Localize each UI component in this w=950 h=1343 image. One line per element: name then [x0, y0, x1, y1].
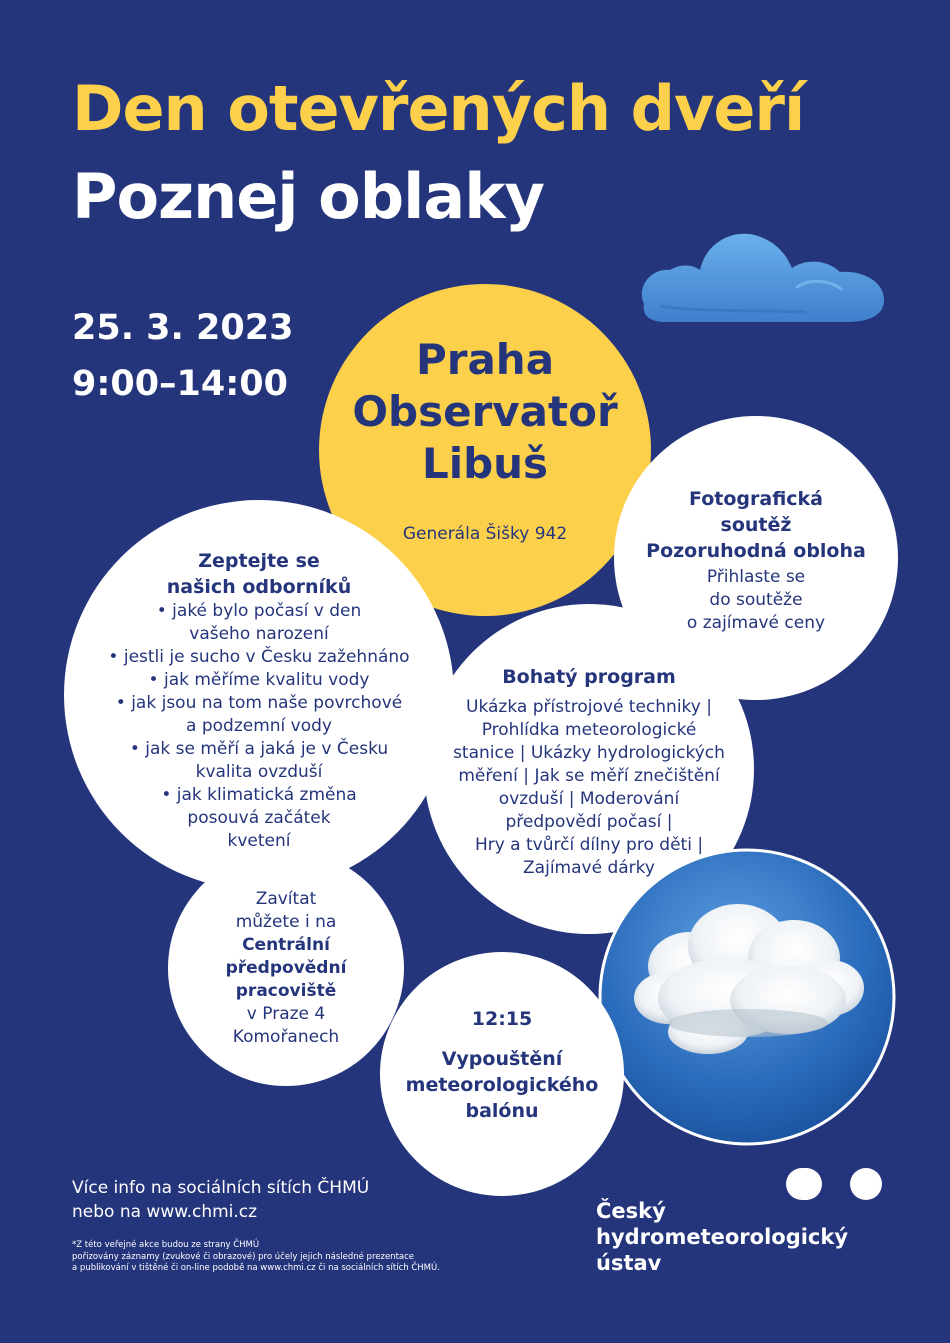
info-link-line: nebo na www.chmi.cz	[72, 1202, 258, 1222]
experts-item: kvetení	[227, 831, 291, 851]
contest-title-line: Fotografická	[689, 487, 823, 510]
brand-name	[596, 1198, 848, 1276]
visit-line: Komořanech	[232, 1026, 340, 1047]
event-title: Den otevřených dveří	[72, 72, 805, 145]
program-line: Zajímavé dárky	[523, 858, 655, 878]
experts-item: • jaké bylo počasí v den	[156, 601, 362, 621]
experts-item: kvalita ovzduší	[195, 762, 323, 782]
experts-item: posouvá začátek	[187, 808, 331, 828]
info-text	[72, 1176, 369, 1224]
program-line: Hry a tvůrčí dílny pro děti |	[474, 835, 704, 855]
experts-item: vašeho narození	[189, 624, 329, 644]
event-time: 9:00–14:00	[72, 364, 288, 404]
brand-line: hydrometeorologický	[596, 1225, 849, 1249]
program-title: Bohatý program	[502, 666, 676, 688]
balloon-circle	[380, 952, 624, 1196]
event-datetime	[72, 300, 293, 412]
program-line: ovzduší | Moderování	[498, 789, 680, 809]
experts-item: • jak jsou na tom naše povrchové	[115, 693, 403, 713]
balloon-time: 12:15	[471, 1008, 533, 1030]
program-line: měření | Jak se měří znečištění	[458, 766, 720, 786]
watercolor-cloud-icon	[636, 226, 888, 324]
contest-title-line: Pozoruhodná obloha	[646, 539, 866, 562]
experts-item: • jak se měří a jaká je v Česku	[129, 739, 389, 759]
experts-item: • jak klimatická změna	[161, 785, 357, 805]
location-city: Praha	[415, 335, 555, 384]
fine-line: a publikování v tištěné či on-line podobě na www.chmi.cz či na sociálních sítích ČHMÚ.	[72, 1263, 440, 1273]
event-date: 25. 3. 2023	[72, 308, 294, 348]
program-line: předpovědí počasí |	[505, 812, 673, 832]
contest-text-line: do soutěže	[709, 589, 803, 610]
chmu-logo-icon	[786, 1168, 886, 1200]
fine-print	[72, 1240, 440, 1275]
balloon-line: balónu	[465, 1100, 539, 1122]
contest-title-line: soutěž	[720, 513, 792, 536]
visit-line-bold: Centrální	[242, 934, 330, 955]
fine-line: *Z této veřejné akce budou ze strany ČHMÚ	[72, 1240, 260, 1250]
experts-title-line: Zeptejte se	[198, 550, 320, 572]
brand-line: Český	[596, 1199, 666, 1223]
fine-line: pořizovány záznamy (zvukové či obrazové) pro účely jejich následné prezentace	[72, 1251, 415, 1262]
experts-item: a podzemní vody	[186, 716, 332, 736]
event-subtitle: Poznej oblaky	[72, 160, 544, 233]
visit-line-bold: předpovědní	[225, 957, 347, 978]
balloon-line: Vypouštění	[441, 1048, 563, 1070]
visit-line-bold: pracoviště	[235, 980, 337, 1001]
experts-title-line: našich odborníků	[166, 576, 352, 598]
program-line: Ukázka přístrojové techniky |	[466, 697, 712, 717]
experts-item: • jestli je sucho v Česku zažehnáno	[108, 647, 410, 667]
program-line: stanice | Ukázky hydrologických	[453, 743, 725, 763]
balloon-line: meteorologického	[405, 1074, 599, 1096]
visit-circle	[168, 850, 404, 1086]
location-place-line2: Libuš	[421, 439, 549, 488]
experts-circle	[64, 500, 454, 890]
brand-line: ústav	[596, 1251, 662, 1275]
program-line: Prohlídka meteorologické	[481, 720, 697, 740]
location-address: Generála Šišky 942	[402, 524, 568, 544]
contest-text-line: Přihlaste se	[706, 566, 806, 587]
experts-item: • jak měříme kvalitu vody	[148, 670, 370, 690]
contest-text-line: o zajímavé ceny	[686, 612, 826, 633]
visit-line: v Praze 4	[246, 1003, 326, 1024]
sky-cloud-photo	[598, 848, 896, 1146]
visit-line: Zavítat	[255, 888, 317, 909]
location-place-line1: Observatoř	[352, 387, 618, 436]
info-line: Více info na sociálních sítích ČHMÚ	[72, 1178, 370, 1198]
visit-line: můžete i na	[235, 911, 337, 932]
